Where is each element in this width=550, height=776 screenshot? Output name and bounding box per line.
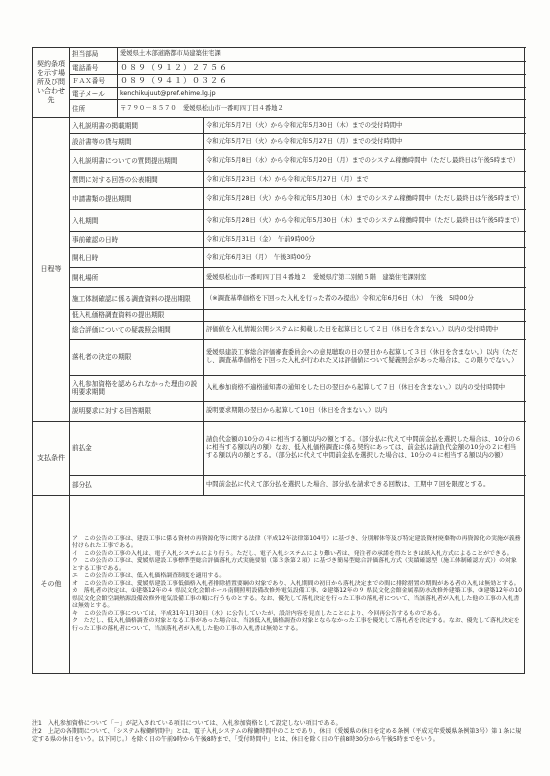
schedule-label: 総合評価についての疑義照会期間	[70, 321, 204, 339]
schedule-label: 入札説明書の掲載期間	[70, 118, 204, 134]
schedule-value: 令和元年5月7日（火）から令和元年5月30日（木）までの受付時間中	[204, 118, 525, 134]
footnote: 注1 入札参加資格について「－」が記入されている項目については、入札参加資格として設定しない項目である。	[32, 720, 342, 727]
schedule-value: （※調査基準価格を下回った入札を行った者のみ提出）令和元年6月6日（木） 午後 5時00分	[204, 288, 525, 310]
schedule-label: 落札者の決定の期限	[70, 339, 204, 375]
schedule-row	[33, 188, 525, 210]
contact-row	[33, 88, 525, 100]
other-row	[33, 495, 525, 673]
notice-table-body	[33, 48, 525, 674]
footnote: 注2 上記の各期間について、「システム稼働時間中」とは、電子入札システムの稼働時間中のことであり、休日（愛媛県の休日を定める条例（平成元年愛媛県条例第3号）第１条に規定する県の休日をいう。以下同じ。）を除く日の午前9時から午後8時まで、「受付時間中」とは、休日を除く日の午前8時30分から午後5時までをいう。	[32, 727, 522, 743]
contact-value: 愛媛県土木部道路都市局建築住宅課	[118, 48, 525, 62]
other-item: ウ この公告の工事は、愛媛県建設工事標準型総合評価落札方式実施要領（第３条第２項）に基づき簡易型総合評価落札方式（実績確認型（施工体制確認方式））の対象とする工事である。	[72, 558, 517, 572]
schedule-row	[33, 401, 525, 421]
schedule-value: 令和元年5月28日（火）から令和元年5月30日（木）までのシステム稼働時間中（ただし最終日は午後5時まで）	[204, 188, 525, 210]
schedule-row	[33, 210, 525, 232]
schedule-row	[33, 375, 525, 401]
schedule-row	[33, 118, 525, 134]
other-item: ア この公告の工事は、建設工事に係る資材の再資源化等に関する法律（平成12年法律第104号）に基づき、分別解体等及び特定建設資材廃棄物の再資源化の実施が義務付けられた工事である。	[72, 535, 521, 550]
schedule-value: 令和元年6月3日（月） 午後3時00分	[204, 248, 525, 268]
schedule-label: 申請書類の提出期間	[70, 188, 204, 210]
schedule-label: 開札場所	[70, 268, 204, 288]
contact-header: 契約条項を示す場所及び問い合わせ先	[33, 48, 70, 118]
schedule-row	[33, 232, 525, 248]
payment-row	[33, 475, 525, 495]
schedule-value: 説明要求期限の翌日から起算して10日（休日を含まない。）以内	[204, 401, 525, 421]
schedule-header: 日程等	[33, 118, 70, 421]
contact-row	[33, 48, 525, 62]
payment-label: 前払金	[70, 421, 204, 475]
schedule-label: 説明要求に対する回答期限	[70, 401, 204, 421]
footnotes	[32, 720, 524, 744]
contact-row	[33, 62, 525, 75]
payment-label: 部分払	[70, 475, 204, 495]
other-item: ク ただし、低入札価格調査の対象となる工事があった場合は、当該低入札価格調査の対象とならなかった工事を優先して落札者を決定する。なお、優先して落札決定を行った工事の落札者について、当該落札者が入札した他の工事の入札書は無効とする。	[72, 618, 520, 632]
payment-value: 中間前金払に代えて部分払を選択した場合、部分払を請求できる回数は、工期中７回を限度とする。	[204, 475, 525, 495]
schedule-value: 愛媛県松山市一番町四丁目４番地２ 愛媛県庁第二別館５階 建築住宅課別室	[204, 268, 525, 288]
schedule-value: 令和元年5月31日（金） 午前9時00分	[204, 232, 525, 248]
schedule-row	[33, 310, 525, 321]
schedule-label: 入札期間	[70, 210, 204, 232]
payment-row	[33, 421, 525, 475]
schedule-label: 施工体制確認に係る調査資料の提出期限	[70, 288, 204, 310]
schedule-row	[33, 321, 525, 339]
contact-label: 住所	[70, 100, 118, 118]
schedule-label: 低入札価格調査資料の提出期限	[70, 310, 204, 321]
schedule-row	[33, 288, 525, 310]
contact-label: ＦＡＸ番号	[70, 75, 118, 88]
other-item: イ この公告の工事の入札は、電子入札システムにより行う。ただし、電子入札システムにより難い者は、発注者の承諾を得たときは紙入札方式によることができる。	[72, 550, 513, 557]
schedule-value: 令和元年5月8日（水）から令和元年5月20日（月）までのシステム稼働時間中（ただし最終日は午後5時まで）	[204, 150, 525, 172]
other-item: カ 落札者の決定は、①建築12年の４ 県民文化会館ホール南側照明設備改修外電気設備工事、②建築12年の９ 県民文化会館金属系防水改修外建築工事、③建築12年の10 県民文化会館空調熱源設備改修外電気設備工事の順に行うものとする。なお、優先して落札決定を行った工事の落札者について、当該落札者が入札した他の工事の入札書は無効とする。	[72, 588, 523, 610]
contact-value: ０８９（９１２）２７５６	[118, 62, 525, 75]
schedule-value: 令和元年5月23日（木）から令和元年5月27日（月）まで	[204, 172, 525, 188]
schedule-value	[204, 310, 525, 321]
notice-table	[32, 47, 525, 674]
payment-value: 請負代金額の10分の４に相当する額以内の額とする。（部分払に代えて中間前金払を選択した場合は、10分の６に相当する額以内の額）なお、低入札価格調査に係る契約にあっては、前金払は請負代金額の10分の２に相当する額以内の額とする。（部分払に代えて中間前金払を選択した場合は、10分の４に相当する額以内の額）	[204, 421, 525, 475]
schedule-value: 入札参加資格不適格通知書の通知をした日の翌日から起算して７日（休日を含まない。）以内の受付時間中	[204, 375, 525, 401]
schedule-label: 設計書等の貸与期間	[70, 134, 204, 150]
schedule-label: 質問に対する回答の公表期間	[70, 172, 204, 188]
other-body	[70, 495, 525, 673]
contact-value: 〒７９０－８５７０ 愛媛県松山市一番町四丁目４番地２	[118, 100, 525, 118]
schedule-row	[33, 134, 525, 150]
schedule-label: 入札参加資格を認められなかった理由の説明要求期間	[70, 375, 204, 401]
contact-row	[33, 100, 525, 118]
schedule-label: 事前確認の日時	[70, 232, 204, 248]
other-header: その他	[33, 495, 70, 673]
contact-label: 電話番号	[70, 62, 118, 75]
other-item: オ この公告の工事は、愛媛県建設工事低価格入札者排除措置要綱の対象であり、入札期間の初日から落札決定までの間に排除措置の期間がある者の入札は無効とする。	[72, 580, 520, 587]
contact-row	[33, 75, 525, 88]
contact-label: 担当部局	[70, 48, 118, 62]
contact-value: ０８９（９４１）０３２６	[118, 75, 525, 88]
schedule-value: 評価値を入札情報公開システムに掲載した日を起算日として２日（休日を含まない。）以内の受付時間中	[204, 321, 525, 339]
schedule-row	[33, 150, 525, 172]
contact-label: 電子メール	[70, 88, 118, 100]
payment-header: 支払条件	[33, 421, 70, 495]
schedule-label: 入札説明書についての質問提出期間	[70, 150, 204, 172]
other-item: エ この公告の工事は、低入札価格調査制度を適用する。	[72, 573, 226, 580]
other-item: キ この公告の工事については、平成31年1月30日（水）に公告していたが、設計内容を見直したことにより、今回再公告するものである。	[72, 610, 445, 617]
schedule-value: 愛媛県建設工事総合評価審査委員会への意見聴取の日の翌日から起算して３日（休日を含まない。）以内（ただし、調査基準価格を下回った入札が行われた又は評価値について疑義照会があった場合は、この限りでない。）	[204, 339, 525, 375]
contact-value: kenchikujuut@pref.ehime.lg.jp	[118, 88, 525, 100]
schedule-row	[33, 248, 525, 268]
schedule-row	[33, 268, 525, 288]
schedule-value: 令和元年5月7日（火）から令和元年5月27日（月）までの受付時間中	[204, 134, 525, 150]
schedule-label: 開札日時	[70, 248, 204, 268]
schedule-value: 令和元年5月28日（火）から令和元年5月30日（木）までのシステム稼働時間中（ただし最終日は午後5時まで）	[204, 210, 525, 232]
schedule-row	[33, 172, 525, 188]
schedule-row	[33, 339, 525, 375]
